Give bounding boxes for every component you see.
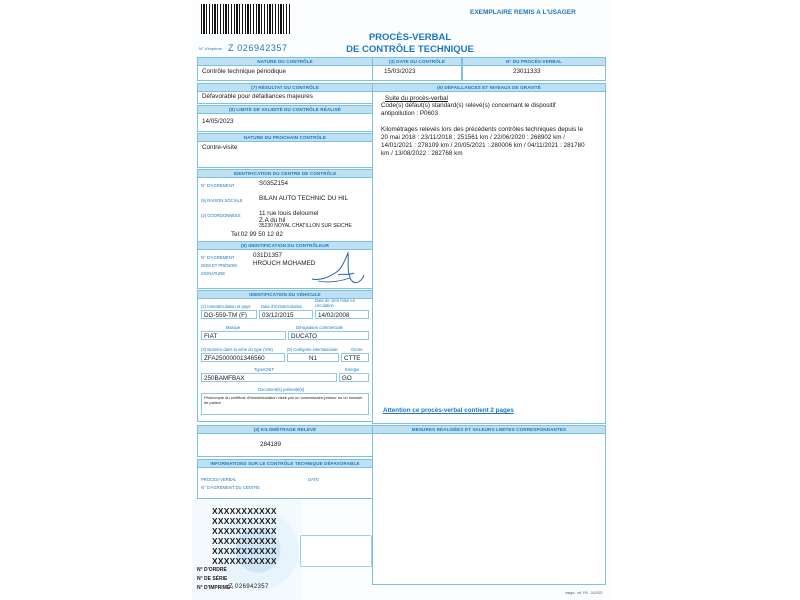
xx-line: XXXXXXXXXXX bbox=[212, 506, 277, 516]
xx-line: XXXXXXXXXXX bbox=[212, 536, 277, 546]
marque-label: Marque bbox=[226, 325, 241, 330]
coord-line-2: Z.A du hil bbox=[259, 217, 286, 224]
xx-line: XXXXXXXXXXX bbox=[212, 516, 277, 526]
km-value: 284189 bbox=[260, 441, 282, 448]
km-box bbox=[197, 433, 373, 457]
categorie-field: N1 bbox=[287, 353, 339, 362]
type-label: Type/CNIT bbox=[254, 367, 275, 372]
imprime-number: Z 026942357 bbox=[228, 43, 288, 53]
centre-header: IDENTIFICATION DU CENTRE DE CONTRÔLE bbox=[197, 169, 373, 178]
xx-line: XXXXXXXXXXX bbox=[212, 546, 277, 556]
vehicule-box bbox=[197, 298, 373, 422]
date-ctrl-value: 15/03/2023 bbox=[384, 68, 416, 75]
xx-block bbox=[212, 506, 277, 566]
documents-label: Document(s) présenté(s) bbox=[258, 387, 305, 392]
km-history-line-1: Kilométrages relevés lors des précédents contrôles techniques depuis le bbox=[381, 126, 583, 133]
nature-box bbox=[197, 65, 373, 81]
imprime-label: N° d'imprimé bbox=[199, 46, 222, 51]
mesures-header: MESURES RÉALISÉES ET VALEURS LIMITES CORRESPONDANTES bbox=[372, 425, 606, 434]
marque-field: FIAT bbox=[201, 331, 286, 340]
type-field: 250BAMFBAX bbox=[201, 373, 337, 382]
stamp-area bbox=[300, 535, 372, 567]
km-history-line-2: 20 mai 2018 : 23/11/2018 : 251561 km / 22/06/2020 : 268902 km / bbox=[381, 134, 566, 141]
mesures-box bbox=[372, 433, 606, 585]
coord-line-1: 11 rue louis deloumel bbox=[259, 210, 319, 217]
defaillances-box bbox=[372, 91, 606, 424]
signature-image bbox=[308, 251, 366, 287]
date-1ere-label: Date de 1ère mise en circulation bbox=[315, 298, 356, 308]
suite-line-1: Code(s) défaut(s) standard(s) relevé(s) concernant le dispositif bbox=[381, 102, 556, 109]
agrement-value: S035Z154 bbox=[259, 180, 289, 187]
vin-field: ZFA25000001346560 bbox=[201, 353, 285, 362]
agrement-centre-label: N° D'AGRÉMENT DU CENTRE bbox=[201, 485, 260, 490]
serie-label: N° DE SÉRIE bbox=[197, 576, 228, 582]
documents-field: Photocopie du certificat d'immatriculation visée par un commissaire-priseur ou un huissier de justice bbox=[201, 393, 369, 415]
km-history-line-4: km / 13/08/2022 : 282768 km bbox=[381, 150, 463, 157]
immat-field: DG-559-TM (F) bbox=[201, 310, 257, 319]
resultat-header: (7) RÉSULTAT DU CONTRÔLE bbox=[197, 83, 373, 92]
limite-box bbox=[197, 113, 373, 132]
coord-label: (2) COORDONNÉES bbox=[201, 213, 241, 218]
xx-line: XXXXXXXXXXX bbox=[212, 526, 277, 536]
ctrl-nom-label: NOM ET PRÉNOM bbox=[201, 263, 237, 268]
prochain-value: Contre-visite bbox=[202, 144, 238, 151]
resultat-value: Défavorable pour défaillances majeures bbox=[202, 93, 313, 100]
immat-label: (2) Immatriculation et pays bbox=[201, 304, 251, 309]
raison-label: (9) RAISON SOCIALE bbox=[201, 198, 243, 203]
km-history-line-3: 14/01/2021 : 278109 km / 20/05/2021 : 280006 km / 04/11/2021 : 281780 bbox=[381, 142, 585, 149]
num-pv-box bbox=[462, 65, 606, 81]
nature-header: NATURE DU CONTRÔLE bbox=[197, 57, 373, 66]
controleur-box bbox=[197, 249, 373, 289]
prochain-header: NATURE DU PROCHAIN CONTRÔLE bbox=[197, 133, 373, 142]
ctrl-nom-value: HROUCH MOHAMED bbox=[253, 260, 316, 267]
date-ctrl-header: (3) DATE DU CONTRÔLE bbox=[372, 57, 462, 66]
ctrl-signature-label: SIGNATURE bbox=[201, 271, 226, 276]
energie-field: GO bbox=[339, 373, 369, 382]
ctrl-agrement-label: N° D'AGRÉMENT bbox=[201, 255, 235, 260]
title-line-1: PROCÈS-VERBAL bbox=[368, 32, 452, 43]
km-header: (4) KILOMÉTRAGE RELEVÉ bbox=[197, 425, 373, 434]
attention-note: Attention ce procès-verbal contient 2 pages bbox=[383, 407, 514, 414]
date-immat-field: 03/12/2015 bbox=[259, 310, 313, 319]
centre-box bbox=[197, 177, 373, 242]
num-pv-value: 23011333 bbox=[513, 68, 541, 75]
prochain-box bbox=[197, 141, 373, 168]
barcode bbox=[201, 4, 291, 34]
title-line-2: DE CONTRÔLE TECHNIQUE bbox=[346, 44, 474, 55]
bottom-imprime-value: Z 026942357 bbox=[229, 584, 269, 590]
genre-label: Genre bbox=[351, 347, 363, 352]
info-header: INFORMATIONS SUR LE CONTRÔLE TECHNIQUE DÉFAVORABLE bbox=[197, 459, 373, 468]
categorie-label: (5) Catégorie internationale bbox=[287, 347, 338, 352]
vin-label: (3) Numéro dans la série du type (VIN) bbox=[201, 347, 273, 352]
ordre-label: N° D'ORDRE bbox=[197, 567, 227, 573]
ctrl-agrement-value: 031D1357 bbox=[253, 252, 283, 259]
vehicule-header: IDENTIFICATION DU VÉHICULE bbox=[197, 290, 373, 299]
pv-label: PROCÈS-VERBAL bbox=[201, 477, 237, 482]
resultat-box bbox=[197, 91, 373, 104]
num-pv-header: N° DU PROCÈS-VERBAL bbox=[462, 57, 606, 66]
suite-line-2: antipollution : P0603 bbox=[381, 110, 439, 117]
controleur-header: (9) IDENTIFICATION DU CONTRÔLEUR bbox=[197, 241, 373, 250]
xx-line: XXXXXXXXXXX bbox=[212, 556, 277, 566]
limite-value: 14/05/2023 bbox=[202, 118, 234, 125]
date-1ere-field: 14/02/2008 bbox=[315, 310, 369, 319]
designation-field: DUCATO bbox=[288, 331, 369, 340]
designation-label: Désignation commerciale bbox=[296, 325, 344, 330]
agrement-label: N° D'AGRÉMENT bbox=[201, 183, 235, 188]
date-label: DATE bbox=[308, 477, 319, 482]
energie-label: Énergie bbox=[345, 367, 360, 372]
nature-value: Contrôle technique périodique bbox=[202, 68, 287, 75]
limite-header: (8) LIMITE DE VALIDITÉ DU CONTRÔLE RÉALISÉ bbox=[197, 105, 373, 114]
footer-code: Imagin - ref. PVI - 01/2022 bbox=[565, 591, 603, 595]
bottom-imprime-label: N° D'IMPRIMÉ : bbox=[197, 585, 234, 591]
info-box bbox=[197, 467, 373, 499]
date-immat-label: Date d'immatriculation bbox=[261, 304, 303, 309]
date-ctrl-box bbox=[372, 65, 462, 81]
coord-line-3: 35230 NOYAL CHATILLON SUR SEICHE bbox=[259, 223, 352, 229]
suite-title: Suite du procès-verbal bbox=[385, 95, 449, 102]
genre-field: CTTE bbox=[341, 353, 369, 362]
defaillances-header: (6) DÉFAILLANCES ET NIVEAUX DE GRAVITÉ bbox=[372, 83, 606, 92]
copy-label: EXEMPLAIRE REMIS A L'USAGER bbox=[470, 9, 576, 16]
raison-value: BILAN AUTO TECHNIC DU HIL bbox=[259, 195, 348, 202]
telephone: Tel:02 99 50 12 82 bbox=[231, 231, 283, 238]
